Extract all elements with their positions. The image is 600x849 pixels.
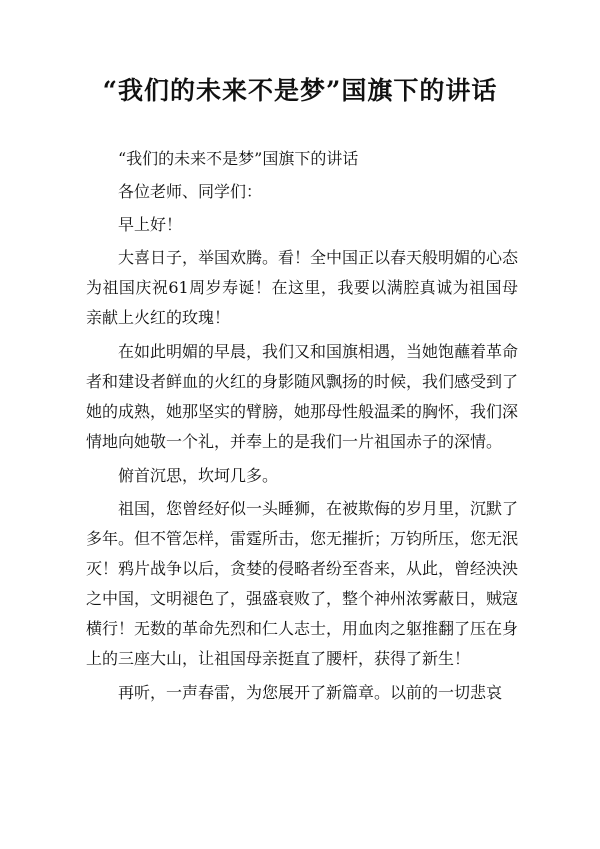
paragraph-celebration: 大喜日子，举国欢腾。看！全中国正以春天般明媚的心态为祖国庆祝61周岁寿诞！在这里，我要以满腔真诚为祖国母亲献上火红的玫瑰！ — [86, 248, 519, 327]
paragraph-history: 祖国，您曾经好似一头睡狮，在被欺侮的岁月里，沉默了多年。但不管怎样，雷霆所击，您无摧折；万钧所压，您无泯灭！鸦片战争以后，贪婪的侵略者纷至沓来，从此，曾经泱泱之中国，文明褪色了，强盛衰败了，整个神州浓雾蔽日，贼寇横行！无数的革命先烈和仁人志士，用血肉之躯推翻了压在身上的三座大山，让祖国母亲挺直了腰杆，获得了新生！ — [86, 499, 519, 668]
paragraph-reflection: 俯首沉思，坎坷几多。 — [118, 466, 279, 485]
paragraph-salutation: 各位老师、同学们： — [118, 182, 263, 201]
paragraph-new-chapter: 再听，一声春雷，为您展开了新篇章。以前的一切悲哀 — [118, 683, 503, 702]
paragraph-greeting: 早上好！ — [118, 215, 183, 234]
paragraph-heading-repeat: “我们的未来不是梦”国旗下的讲话 — [118, 149, 359, 168]
paragraph-flag-morning: 在如此明媚的早晨，我们又和国旗相遇，当她饱蘸着革命者和建设者鲜血的火红的身影随风飘扬的时候，我们感受到了她的成熟，她那坚实的臂膀，她那母性般温柔的胸怀，我们深情地向她敬一个礼，并奉上的是我们一片祖国赤子的深情。 — [86, 342, 519, 451]
document-body — [86, 144, 518, 712]
document-title: “我们的未来不是梦”国旗下的讲话 — [102, 76, 498, 105]
